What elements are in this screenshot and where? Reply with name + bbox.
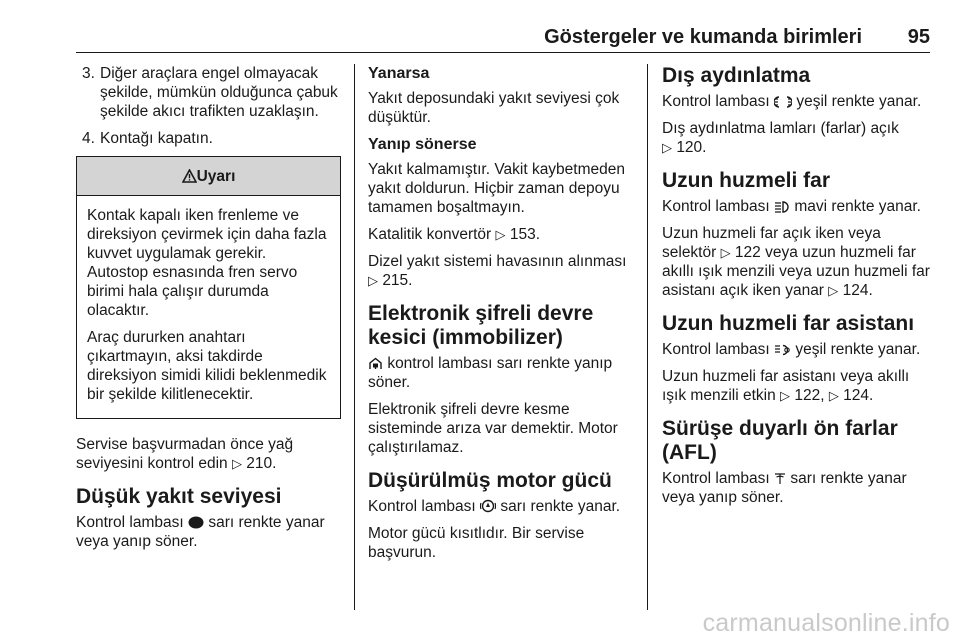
warning-header <box>77 157 340 196</box>
catalytic-paragraph: Katalitik konvertör ▷ 153. <box>368 226 540 243</box>
high-beam-paragraph-2: Uzun huzmeli far açık iken veya selektör ▷ 122 veya uzun huzmeli far akıllı ışık menzili veya uzun huzmeli far asistanı açık iken yanar ▷ 124. <box>662 225 930 299</box>
ref-arrow-icon: ▷ <box>495 227 506 242</box>
diesel-paragraph: Dizel yakıt sistemi havasının alınması ▷ 215. <box>368 253 627 289</box>
section-heading-immobilizer: Elektronik şifreli devre kesici (immobilizer) <box>368 302 594 349</box>
afl-headlamp-icon <box>774 472 786 485</box>
step-text: Diğer araçlara engel olmayacak şekilde, mümkün olduğunca çabuk şekilde akıcı trafikten uzaklaşın. <box>100 65 338 120</box>
paragraph: Yakıt kalmamıştır. Vakit kaybetmeden yakıt doldurun. Hiçbir zaman depoyu tamamen boşaltmayın. <box>368 161 625 216</box>
header-title: Göstergeler ve kumanda birimleri <box>544 26 862 48</box>
high-beam-assist-paragraph-2: Uzun huzmeli far asistanı veya akıllı ışık menzili etkin ▷ 122, ▷ 124. <box>662 368 910 404</box>
warning-paragraph: Araç dururken anahtarı çıkartmayın, aksi takdirde direksiyon simidi kilidi beklenmedik bir şekilde kilitlenecektir. <box>87 329 327 403</box>
paragraph: Motor gücü kısıtlıdır. Bir servise başvurun. <box>368 525 585 561</box>
step-number: 4. <box>82 130 95 147</box>
header-rule <box>76 52 930 53</box>
column-3 <box>662 64 932 515</box>
ref-arrow-icon: ▷ <box>828 388 839 403</box>
fuel-lamp-icon <box>188 516 204 529</box>
list-item <box>76 129 341 148</box>
warning-paragraph: Kontak kapalı iken frenleme ve direksiyon çevirmek için daha fazla kuvvet uygulamak gerekir. Autostop esnasında fren servo birimi hala çalışır durumda olacaktır. <box>87 207 327 319</box>
paragraph: Elektronik şifreli devre kesme sisteminde arıza var demektir. Motor çalıştırılamaz. <box>368 401 618 456</box>
section-heading-afl: Sürüşe duyarlı ön farlar (AFL) <box>662 417 898 464</box>
high-beam-assist-icon <box>774 344 791 356</box>
section-heading-high-beam-assist: Uzun huzmeli far asistanı <box>662 312 915 335</box>
section-heading-exterior-lighting: Dış aydınlatma <box>662 64 811 87</box>
high-beam-assist-paragraph: Kontrol lambası yeşil renkte yanar. <box>662 341 921 358</box>
subheading-on: Yanarsa <box>368 65 430 82</box>
service-paragraph: Servise başvurmadan önce yağ seviyesini kontrol edin ▷ 210. <box>76 436 294 472</box>
page-header <box>76 26 930 50</box>
ref-arrow-icon: ▷ <box>828 283 839 298</box>
engine-power-icon <box>480 499 496 513</box>
warning-title: Uyarı <box>196 167 236 185</box>
section-heading-reduced-power: Düşürülmüş motor gücü <box>368 469 612 492</box>
watermark: carmanualsonline.info <box>702 609 950 637</box>
subheading-flash: Yanıp sönerse <box>368 136 477 153</box>
step-text: Kontağı kapatın. <box>100 130 213 147</box>
car-key-icon <box>368 357 383 370</box>
page-number: 95 <box>907 26 930 48</box>
step-number: 3. <box>82 65 95 82</box>
warning-body <box>77 196 340 418</box>
steps-list <box>76 64 341 148</box>
section-heading-low-fuel: Düşük yakıt seviyesi <box>76 485 282 508</box>
side-lights-icon <box>774 96 792 108</box>
ref-arrow-icon: ▷ <box>720 245 731 260</box>
column-divider-2 <box>647 64 648 610</box>
immobilizer-paragraph: kontrol lambası sarı renkte yanıp söner. <box>368 355 613 391</box>
column-1 <box>76 64 341 559</box>
exterior-paragraph-2: Dış aydınlatma lamları (farlar) açık ▷ 120. <box>662 120 899 156</box>
ref-arrow-icon: ▷ <box>231 456 242 471</box>
ref-arrow-icon: ▷ <box>662 140 672 155</box>
ref-arrow-icon: ▷ <box>780 388 791 403</box>
ref-arrow-icon: ▷ <box>368 273 378 288</box>
power-paragraph: Kontrol lambası sarı renkte yanar. <box>368 498 621 515</box>
warning-box <box>76 156 341 419</box>
high-beam-paragraph: Kontrol lambası mavi renkte yanar. <box>662 198 921 215</box>
fuel-paragraph: Kontrol lambası sarı renkte yanar veya yanıp söner. <box>76 514 325 550</box>
paragraph: Yakıt deposundaki yakıt seviyesi çok düşüktür. <box>368 90 620 126</box>
high-beam-icon <box>774 201 790 213</box>
exterior-paragraph: Kontrol lambası yeşil renkte yanar. <box>662 93 922 110</box>
afl-paragraph: Kontrol lambası sarı renkte yanar veya yanıp söner. <box>662 470 907 506</box>
warning-triangle-icon <box>182 169 197 183</box>
section-heading-high-beam: Uzun huzmeli far <box>662 169 831 192</box>
column-2 <box>368 64 634 570</box>
list-item <box>76 64 341 121</box>
column-divider-1 <box>354 64 355 610</box>
